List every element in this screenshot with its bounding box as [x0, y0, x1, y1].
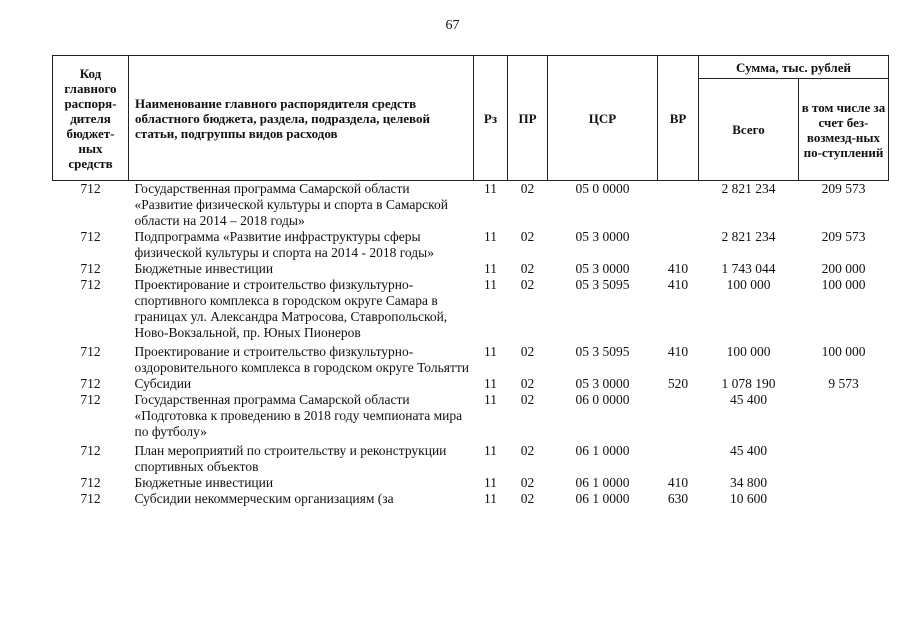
cell-name: План мероприятий по строительству и реконструкции спортивных объектов	[134, 443, 447, 474]
cell-vr: 410	[667, 277, 689, 292]
cell-pr: 02	[520, 277, 535, 292]
cell-incl: 9 573	[828, 376, 859, 391]
cell-code: 712	[80, 344, 101, 359]
cell-name: Субсидии некоммерческим организациям (за	[134, 491, 394, 506]
cell-csr: 05 3 5095	[575, 277, 630, 292]
cell-incl	[799, 392, 889, 440]
header-rz: Рз	[474, 56, 508, 181]
budget-table	[52, 55, 889, 507]
cell-pr: 02	[520, 181, 535, 196]
cell-rz: 11	[484, 392, 497, 407]
cell-pr: 02	[520, 229, 535, 244]
cell-code: 712	[80, 261, 101, 276]
cell-csr: 06 1 0000	[575, 475, 630, 490]
cell-vr	[658, 229, 699, 261]
cell-code: 712	[80, 376, 101, 391]
cell-rz: 11	[484, 491, 497, 506]
header-vr: ВР	[658, 56, 699, 181]
table-row	[53, 392, 889, 440]
header-incl: в том числе за счет без-возмезд-ных по-ступлений	[799, 79, 889, 181]
table-header	[53, 56, 889, 181]
cell-name: Проектирование и строительство физкультурно-спортивного комплекса в городском округе Самара в границах ул. Александра Матросова, Ставропольской, Ново-Вокзальной, пр. Юных Пионеров	[134, 277, 448, 340]
table-row	[53, 229, 889, 261]
cell-total: 100 000	[726, 344, 771, 359]
cell-vr: 630	[667, 491, 689, 506]
cell-code: 712	[80, 181, 101, 196]
cell-vr: 410	[667, 475, 689, 490]
header-sum-group: Сумма, тыс. рублей	[699, 56, 889, 79]
cell-pr: 02	[520, 392, 535, 407]
header-name: Наименование главного распорядителя средств областного бюджета, раздела, подраздела, целевой статьи, подгруппы видов расходов	[129, 56, 474, 181]
table-body	[53, 181, 889, 508]
cell-rz: 11	[484, 261, 497, 276]
cell-name: Проектирование и строительство физкультурно-оздоровительного комплекса в городском округе Тольятти	[134, 344, 469, 375]
cell-code: 712	[80, 475, 101, 490]
cell-total: 2 821 234	[721, 181, 776, 196]
cell-code: 712	[80, 443, 101, 458]
cell-total: 34 800	[729, 475, 768, 490]
cell-pr: 02	[520, 443, 535, 458]
cell-total: 100 000	[726, 277, 771, 292]
cell-name: Бюджетные инвестиции	[134, 261, 274, 276]
cell-name: Государственная программа Самарской области «Подготовка к проведению в 2018 году чемпионата мира по футболу»	[134, 392, 463, 439]
cell-csr: 05 3 0000	[575, 229, 630, 244]
cell-code: 712	[80, 277, 101, 292]
cell-vr	[658, 440, 699, 475]
cell-csr: 05 3 5095	[575, 344, 630, 359]
cell-name: Бюджетные инвестиции	[134, 475, 274, 490]
cell-vr: 410	[667, 261, 689, 276]
cell-incl: 209 573	[821, 229, 866, 244]
table-row	[53, 475, 889, 491]
header-total: Всего	[699, 79, 799, 181]
cell-pr: 02	[520, 261, 535, 276]
cell-rz: 11	[484, 376, 497, 391]
cell-total: 2 821 234	[721, 229, 776, 244]
cell-pr: 02	[520, 344, 535, 359]
table-row	[53, 341, 889, 376]
cell-name: Подпрограмма «Развитие инфраструктуры сферы физической культуры и спорта на 2014 - 2018 годы»	[134, 229, 434, 260]
table-row	[53, 440, 889, 475]
cell-pr: 02	[520, 475, 535, 490]
cell-csr: 06 0 0000	[575, 392, 630, 407]
cell-vr: 410	[667, 344, 689, 359]
cell-name: Государственная программа Самарской области «Развитие физической культуры и спорта в Самарской области на 2014 – 2018 годы»	[134, 181, 448, 228]
header-code: Код главного распоря-дителя бюджет-ных средств	[53, 56, 129, 181]
cell-total: 1 743 044	[721, 261, 776, 276]
cell-pr: 02	[520, 491, 535, 506]
cell-total: 45 400	[729, 443, 768, 458]
cell-total: 10 600	[729, 491, 768, 506]
cell-total: 1 078 190	[721, 376, 776, 391]
cell-rz: 11	[484, 277, 497, 292]
cell-csr: 05 0 0000	[575, 181, 630, 196]
table-row	[53, 261, 889, 277]
cell-incl	[799, 475, 889, 491]
cell-incl: 100 000	[821, 277, 866, 292]
table-row	[53, 491, 889, 507]
cell-csr: 05 3 0000	[575, 376, 630, 391]
page-number: 67	[445, 18, 460, 33]
cell-total: 45 400	[729, 392, 768, 407]
cell-rz: 11	[484, 181, 497, 196]
cell-rz: 11	[484, 443, 497, 458]
cell-csr: 05 3 0000	[575, 261, 630, 276]
cell-vr	[658, 392, 699, 440]
cell-name: Субсидии	[134, 376, 192, 391]
table-row	[53, 181, 889, 230]
table-row	[53, 376, 889, 392]
cell-csr: 06 1 0000	[575, 443, 630, 458]
cell-code: 712	[80, 392, 101, 407]
cell-vr: 520	[667, 376, 689, 391]
cell-code: 712	[80, 491, 101, 506]
cell-incl	[799, 491, 889, 507]
cell-rz: 11	[484, 229, 497, 244]
cell-rz: 11	[484, 475, 497, 490]
cell-pr: 02	[520, 376, 535, 391]
header-pr: ПР	[508, 56, 548, 181]
cell-csr: 06 1 0000	[575, 491, 630, 506]
header-csr: ЦСР	[548, 56, 658, 181]
cell-incl: 209 573	[821, 181, 866, 196]
cell-incl: 200 000	[821, 261, 866, 276]
cell-code: 712	[80, 229, 101, 244]
cell-incl	[799, 440, 889, 475]
cell-rz: 11	[484, 344, 497, 359]
cell-vr	[658, 181, 699, 230]
cell-incl: 100 000	[821, 344, 866, 359]
table-row	[53, 277, 889, 341]
